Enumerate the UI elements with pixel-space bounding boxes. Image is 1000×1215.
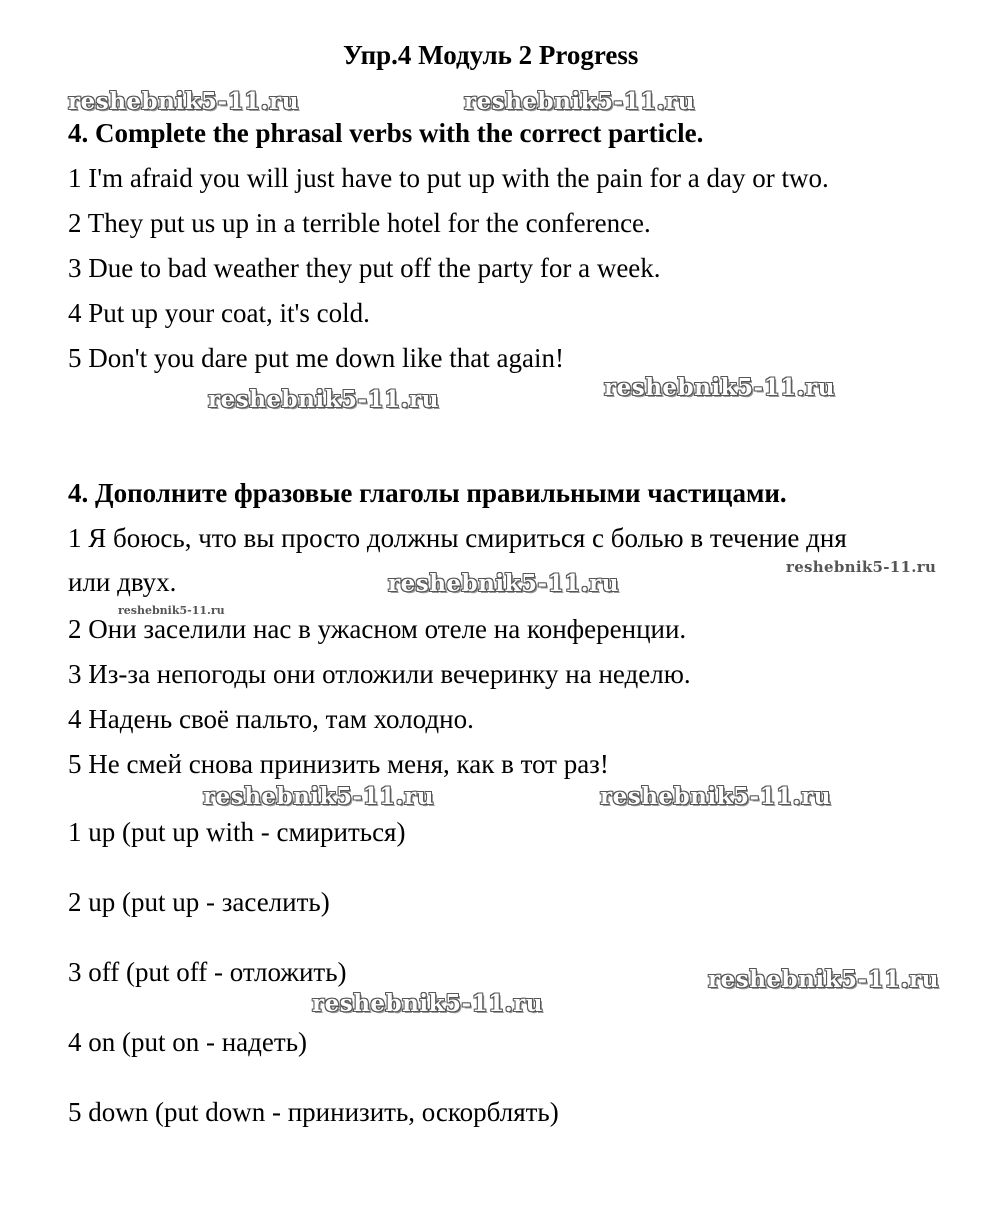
- watermark: reshebnik5-11.ru: [208, 386, 439, 413]
- watermark: reshebnik5-11.ru: [388, 570, 619, 597]
- russian-line: 3 Из-за непогоды они отложили вечеринку на неделю.: [68, 659, 691, 689]
- watermark: reshebnik5-11.ru: [708, 966, 939, 993]
- english-line: 2 They put us up in a terrible hotel for the conference.: [68, 208, 651, 238]
- watermark: reshebnik5-11.ru: [203, 783, 434, 810]
- russian-line: 4 Надень своё пальто, там холодно.: [68, 704, 474, 734]
- page-title: Упр.4 Модуль 2 Progress: [343, 40, 639, 70]
- russian-heading: 4. Дополните фразовые глаголы правильными частицами.: [68, 478, 787, 508]
- russian-line: или двух.: [68, 567, 177, 597]
- watermark: reshebnik5-11.ru: [118, 604, 225, 617]
- answer-line: 2 up (put up - заселить): [68, 887, 330, 917]
- watermark: reshebnik5-11.ru: [786, 558, 937, 576]
- english-heading: 4. Complete the phrasal verbs with the correct particle.: [68, 118, 704, 148]
- russian-line: 5 Не смей снова принизить меня, как в тот раз!: [68, 749, 609, 779]
- english-line: 1 I'm afraid you will just have to put up with the pain for a day or two.: [68, 163, 829, 193]
- russian-line: 1 Я боюсь, что вы просто должны смириться с болью в течение дня: [68, 523, 847, 553]
- watermark: reshebnik5-11.ru: [464, 88, 695, 115]
- answer-line: 3 off (put off - отложить): [68, 957, 347, 987]
- answer-line: 1 up (put up with - смириться): [68, 817, 406, 847]
- watermark: reshebnik5-11.ru: [600, 783, 831, 810]
- watermark: reshebnik5-11.ru: [68, 88, 299, 115]
- english-line: 4 Put up your coat, it's cold.: [68, 298, 370, 328]
- english-line: 5 Don't you dare put me down like that again!: [68, 343, 564, 373]
- english-line: 3 Due to bad weather they put off the party for a week.: [68, 253, 661, 283]
- watermark: reshebnik5-11.ru: [604, 374, 835, 401]
- russian-line: 2 Они заселили нас в ужасном отеле на конференции.: [68, 614, 687, 644]
- watermark: reshebnik5-11.ru: [312, 990, 543, 1017]
- answer-line: 5 down (put down - принизить, оскорблять): [68, 1097, 559, 1127]
- answer-line: 4 on (put on - надеть): [68, 1027, 307, 1057]
